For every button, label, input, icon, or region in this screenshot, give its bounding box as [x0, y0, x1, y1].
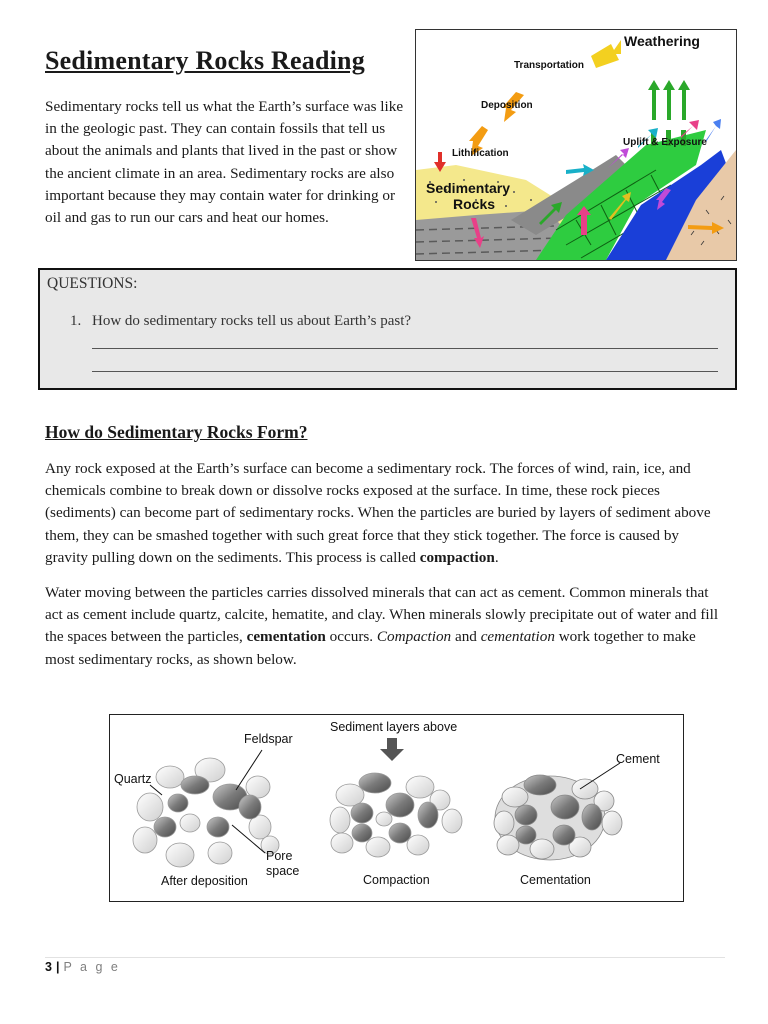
quartz-label: Quartz [114, 772, 152, 786]
cementation-grains [494, 775, 622, 860]
question-item [70, 313, 411, 330]
formation-paragraph-2: Water moving between the particles carries dissolved minerals that can act as cement. Common minerals that act as cement include quartz, calcite, hematite, and clay. When minerals slowly precipitate out of water and fill the spaces between the particles, cementation occurs. Compaction and cementation work together to make most sedimentary rocks, as shown below. [45, 584, 719, 668]
sediment-layers-label: Sediment layers above [330, 720, 458, 734]
answer-line-1[interactable] [92, 348, 718, 349]
transportation-label: Transportation [514, 60, 585, 71]
sediment-formation-figure [109, 714, 684, 902]
uplift-label: Uplift & Exposure [623, 137, 707, 148]
compaction-grains [330, 773, 462, 857]
question-number: 1. [70, 313, 82, 329]
sedimentary-label-line1: Sedimentary [426, 180, 511, 196]
intro-paragraph: Sedimentary rocks tell us what the Earth’s surface was like in the geologic past. They can contain fossils that tell us about the animals and plants that lived in the past or show the ancient climate in an area. Sedimentary rocks are also important because they may contain water for drinking or oil and gas to run our cars and heat our homes. [45, 98, 404, 227]
formation-paragraph-1: Any rock exposed at the Earth’s surface can become a sedimentary rock. The forces of wind, rain, ice, and chemicals combine to break down or dissolve rocks exposed at the surface. In time, these rock pieces (sediments) can become part of sedimentary rocks. When the particles are buried by layers of sediment above them, they can be smashed together with such great force that they stick together. The force is caused by gravity pulling down on the sediments. This process is called compaction. [45, 460, 711, 566]
cementation-caption: Cementation [520, 873, 591, 887]
page-footer [45, 960, 120, 974]
pore-label-line2: space [266, 864, 300, 878]
footer-divider [45, 957, 725, 958]
questions-box [38, 268, 737, 390]
feldspar-label: Feldspar [244, 732, 293, 746]
questions-heading: QUESTIONS: [47, 275, 138, 292]
footer-separator: | [55, 960, 60, 974]
question-text: How do sedimentary rocks tell us about Earth’s past? [92, 313, 412, 329]
after-deposition-caption: After deposition [161, 874, 248, 888]
answer-line-2[interactable] [92, 371, 718, 372]
lithification-label: Lithification [452, 148, 509, 159]
down-arrow-icon [380, 738, 404, 761]
rock-cycle-illustration [416, 30, 736, 260]
cement-label: Cement [616, 752, 660, 766]
compaction-term: compaction [419, 548, 495, 566]
deposition-label: Deposition [481, 100, 533, 111]
pore-label-line1: Pore [266, 849, 293, 863]
compaction-caption: Compaction [363, 873, 430, 887]
weathering-label: Weathering [624, 33, 700, 49]
rock-cycle-figure [415, 29, 737, 261]
page-number: 3 [45, 960, 52, 974]
transport-arrow [591, 40, 621, 68]
after-deposition-grains [133, 758, 279, 867]
sediment-formation-illustration [110, 715, 683, 901]
section-heading: How do Sedimentary Rocks Form? [45, 422, 308, 442]
sedimentary-label-line2: Rocks [453, 196, 496, 212]
page-word: P a g e [63, 960, 121, 974]
cementation-term: cementation [246, 628, 326, 646]
page-title: Sedimentary Rocks Reading [45, 46, 365, 75]
